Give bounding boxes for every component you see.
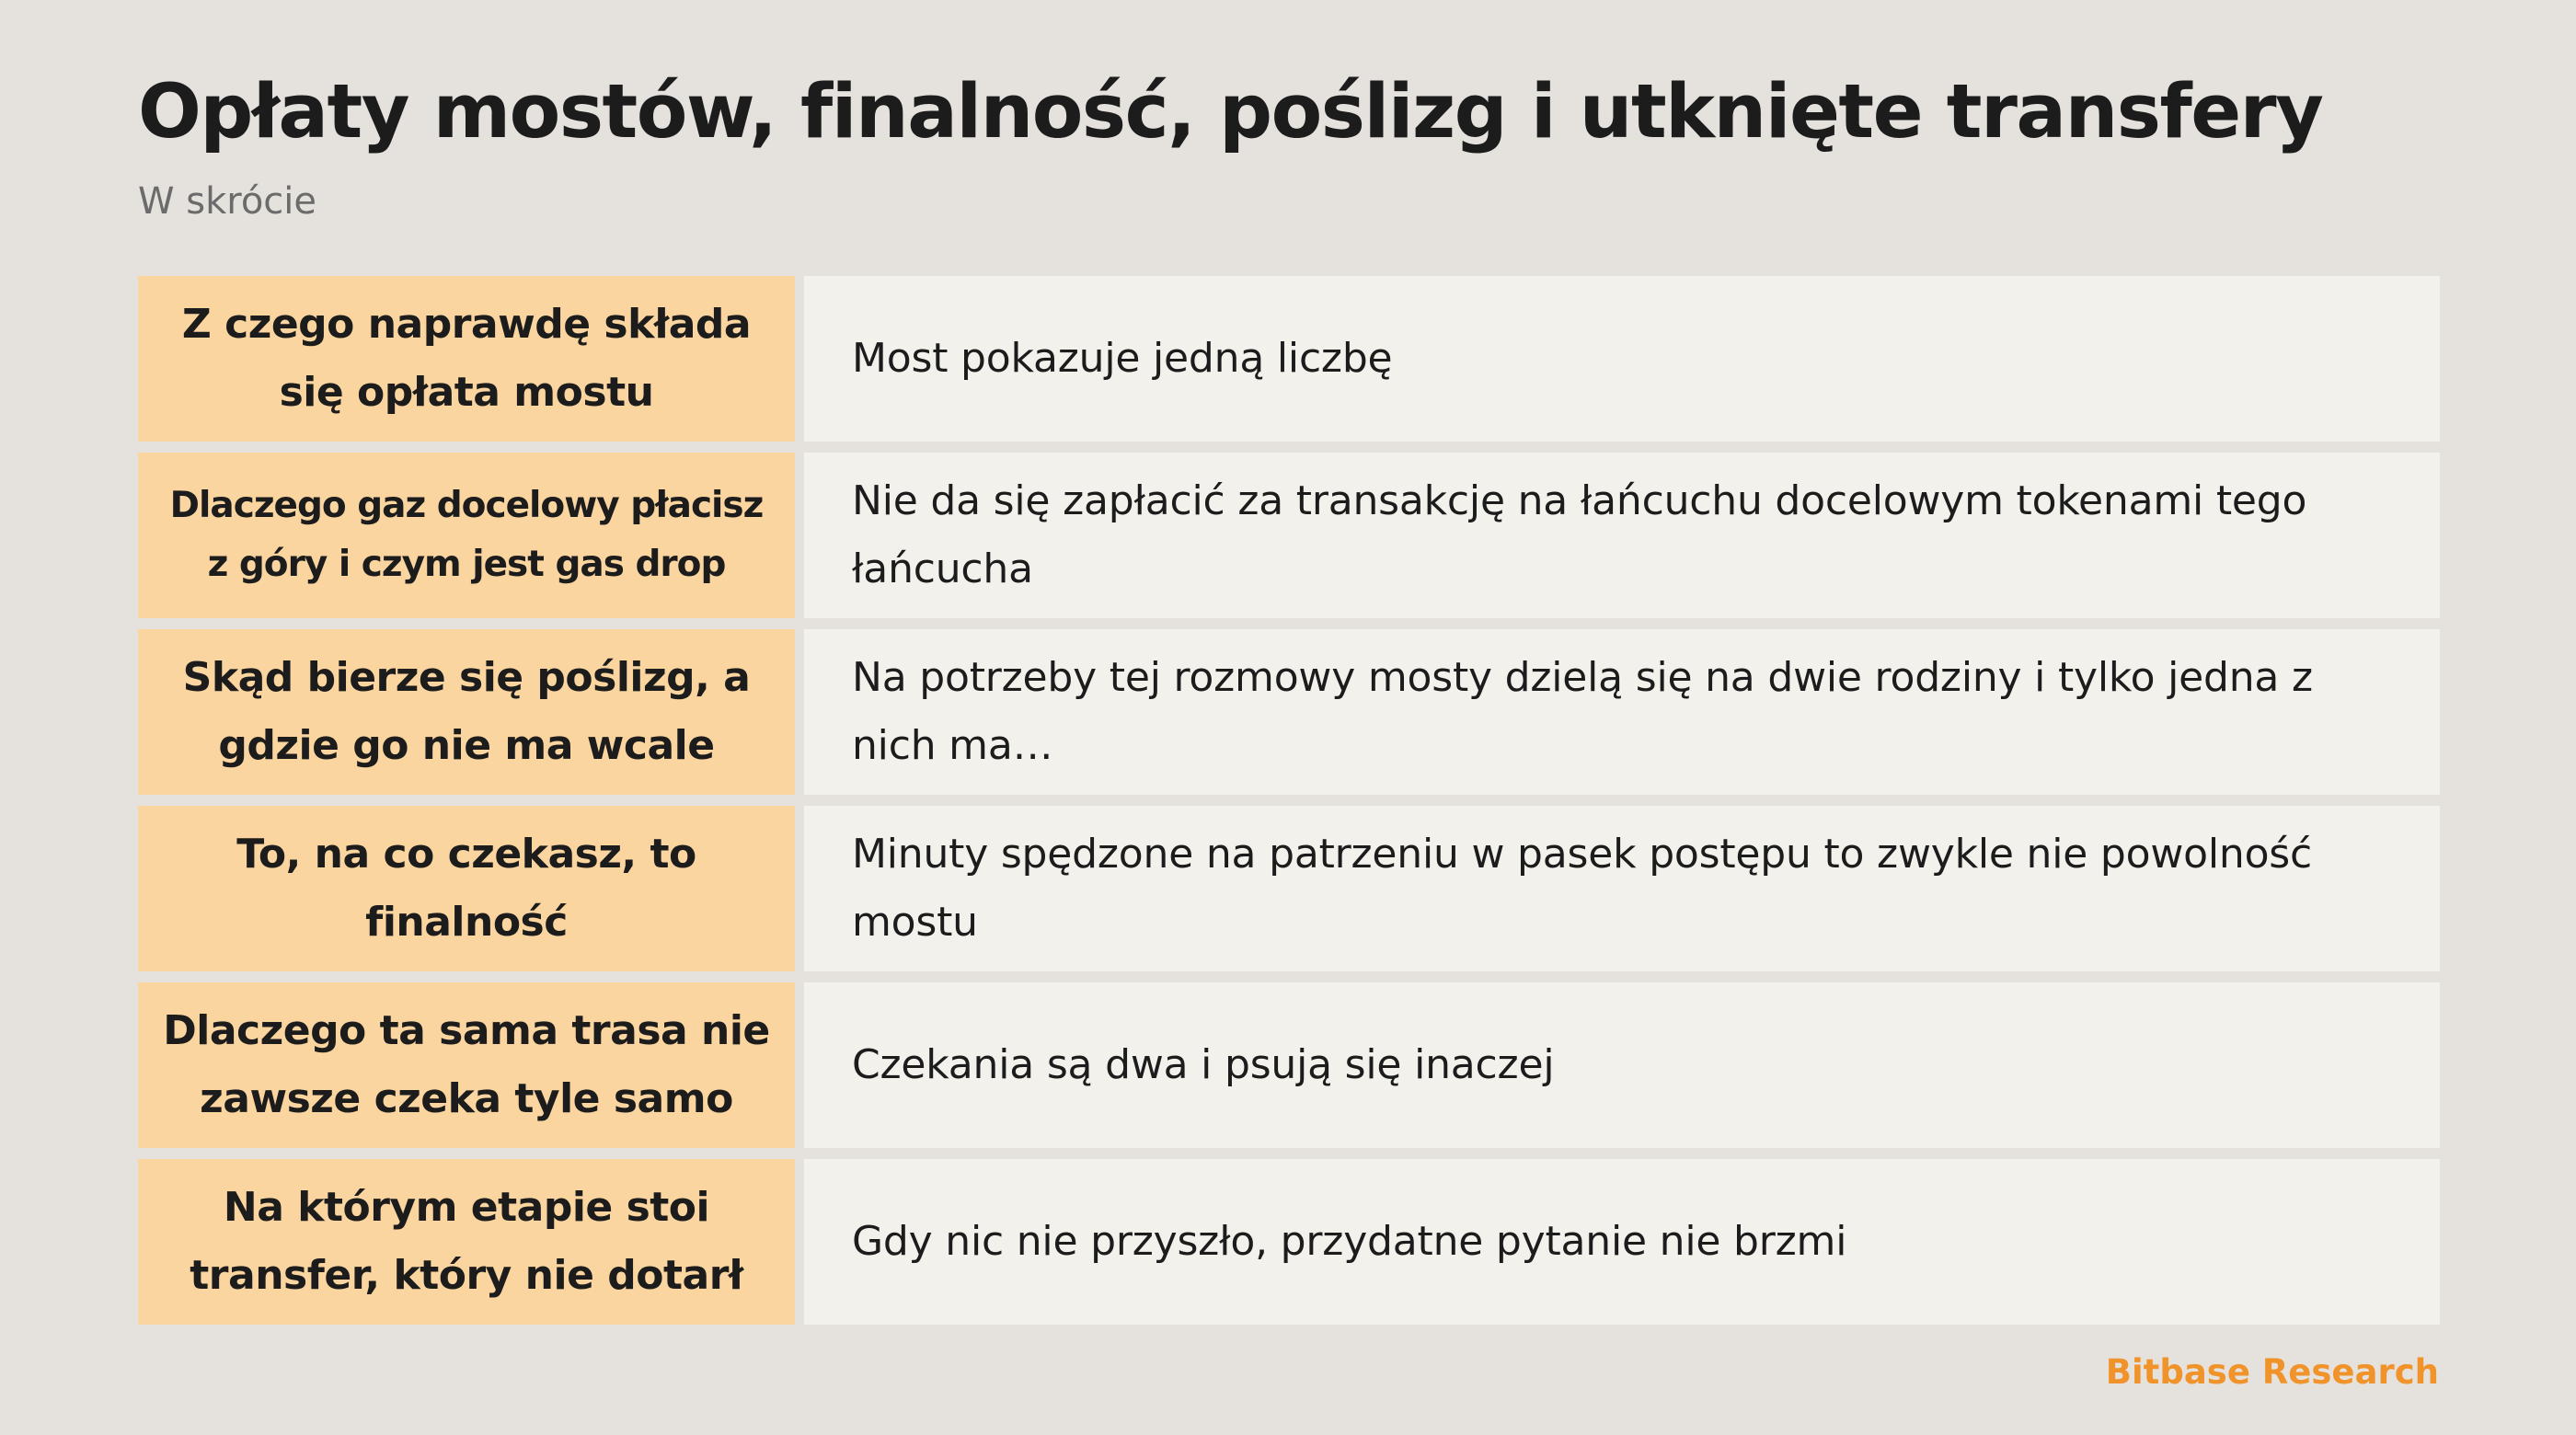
question-cell: Skąd bierze się poślizg, a gdzie go nie ma wcale [138,629,795,795]
summary-table [138,276,2440,1325]
question-cell: Na którym etapie stoi transfer, który nie dotarł [138,1159,795,1325]
table-row [138,982,2440,1148]
page-title: Opłaty mostów, finalność, poślizg i utknięte transfery [138,69,2323,155]
table-row [138,453,2440,618]
answer-cell: Minuty spędzone na patrzeniu w pasek postępu to zwykle nie powolność mostu [804,806,2440,971]
question-cell: Z czego naprawdę składa się opłata mostu [138,276,795,442]
table-row [138,1159,2440,1325]
answer-cell: Most pokazuje jedną liczbę [804,276,2440,442]
answer-cell: Na potrzeby tej rozmowy mosty dzielą się na dwie rodziny i tylko jedna z nich ma… [804,629,2440,795]
question-cell: Dlaczego gaz docelowy płacisz z góry i czym jest gas drop [138,453,795,618]
page-subtitle: W skrócie [138,180,317,223]
answer-cell: Nie da się zapłacić za transakcję na łańcuchu docelowym tokenami tego łańcucha [804,453,2440,618]
brand-footer: Bitbase Research [2105,1352,2439,1392]
answer-cell: Czekania są dwa i psują się inaczej [804,982,2440,1148]
table-row [138,629,2440,795]
table-row [138,806,2440,971]
question-cell: Dlaczego ta sama trasa nie zawsze czeka tyle samo [138,982,795,1148]
answer-cell: Gdy nic nie przyszło, przydatne pytanie nie brzmi [804,1159,2440,1325]
question-cell: To, na co czekasz, to finalność [138,806,795,971]
table-row [138,276,2440,442]
